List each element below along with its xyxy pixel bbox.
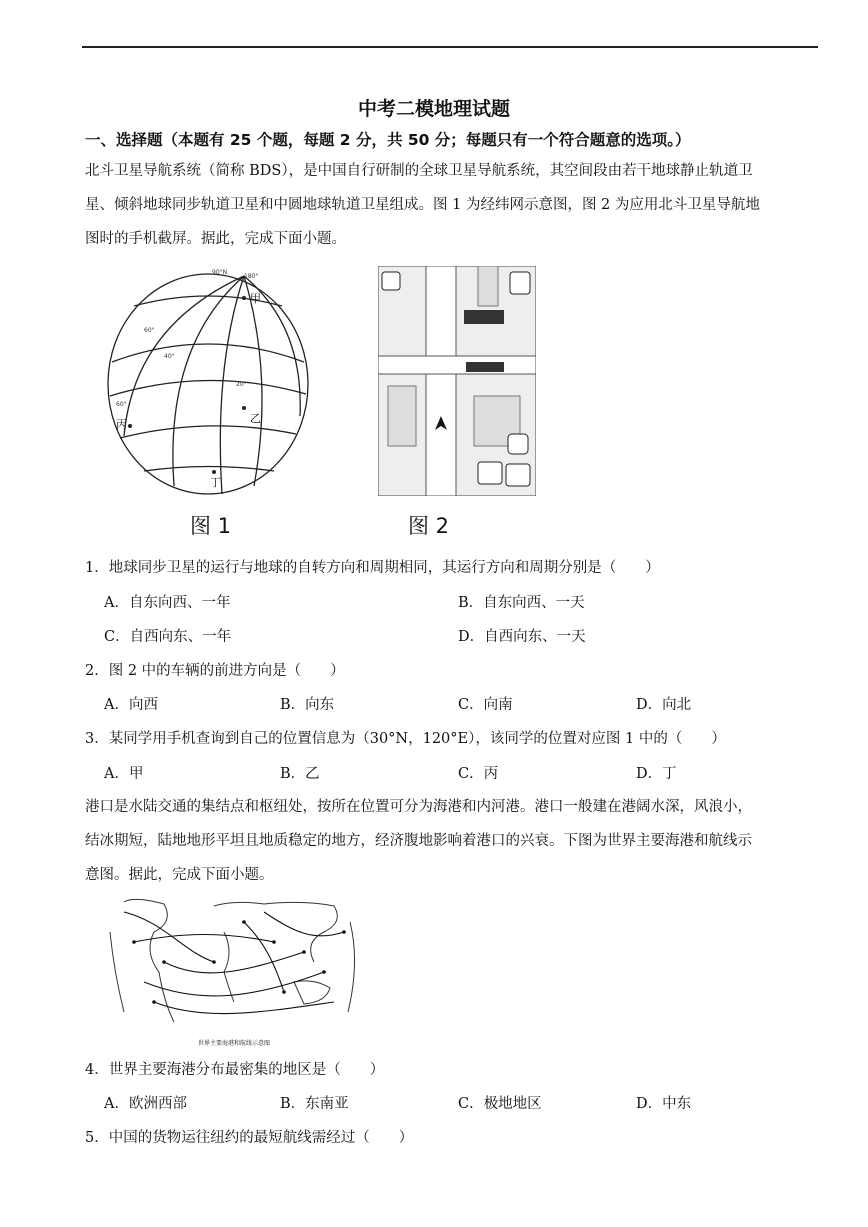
question-4-option-a[interactable]: A．欧洲西部 (104, 1096, 187, 1112)
question-1-stem: 1．地球同步卫星的运行与地球的自转方向和周期相同，其运行方向和周期分别是（ ） (85, 560, 660, 576)
header-rule (82, 46, 818, 48)
question-4-option-c[interactable]: C．极地地区 (458, 1096, 542, 1112)
passage-2-line: 意图。据此，完成下面小题。 (85, 867, 274, 883)
point-bing: 丙 (116, 418, 127, 431)
svg-text:90°N: 90°N (212, 269, 228, 276)
question-3-option-c[interactable]: C．丙 (458, 766, 499, 782)
figure-2-map-screenshot (378, 266, 536, 496)
question-4-option-b[interactable]: B．东南亚 (280, 1096, 349, 1112)
question-4-stem: 4．世界主要海港分布最密集的地区是（ ） (85, 1062, 385, 1078)
section-heading: 一、选择题（本题有 25 个题，每题 2 分，共 50 分；每题只有一个符合题意的选项。） (85, 131, 691, 149)
question-2-option-a[interactable]: A．向西 (104, 697, 158, 713)
world-ports-map (104, 892, 360, 1048)
passage-2 (85, 790, 820, 892)
question-2-option-d[interactable]: D．向北 (636, 697, 692, 713)
passage-1-line: 星、倾斜地球同步轨道卫星和中圆地球轨道卫星组成。图 1 为经纬网示意图，图 2 为应用北斗卫星导航地 (85, 197, 760, 213)
question-1-option-b[interactable]: B．自东向西、一天 (458, 595, 585, 611)
point-ding: 丁 (210, 476, 221, 489)
question-2-option-c[interactable]: C．向南 (458, 697, 513, 713)
question-2-option-b[interactable]: B．向东 (280, 697, 335, 713)
question-3-option-d[interactable]: D．丁 (636, 766, 677, 782)
svg-text:40°: 40° (164, 353, 175, 360)
question-3-option-a[interactable]: A．甲 (104, 766, 144, 782)
question-3-stem: 3．某同学用手机查询到自己的位置信息为（30°N，120°E），该同学的位置对应图 1 中的（ ） (85, 731, 726, 747)
question-2-stem: 2．图 2 中的车辆的前进方向是（ ） (85, 663, 345, 679)
figure-1-globe (104, 266, 312, 498)
question-3-option-b[interactable]: B．乙 (280, 766, 320, 782)
figure-2-label: 图 2 (408, 514, 450, 538)
svg-text:60°: 60° (144, 327, 155, 334)
passage-2-line: 结冰期短，陆地地形平坦且地质稳定的地方，经济腹地影响着港口的兴衰。下图为世界主要海港和航线示 (85, 833, 752, 849)
point-jia: 甲 (250, 292, 261, 305)
question-1-option-c[interactable]: C．自西向东、一年 (104, 629, 232, 645)
location-icon (382, 272, 400, 290)
world-ports-map-illustration (104, 892, 360, 1038)
point-yi: 乙 (250, 412, 261, 425)
compass-icon (508, 434, 528, 454)
passage-2-line: 港口是水陆交通的集结点和枢纽处，按所在位置可分为海港和内河港。港口一般建在港阔水深，风浪小， (85, 799, 752, 815)
page-title: 中考二模地理试题 (357, 98, 510, 120)
layers-icon (510, 272, 530, 294)
zoom-icon (478, 462, 502, 484)
svg-text:180°: 180° (244, 273, 259, 280)
passage-1 (85, 154, 820, 256)
passage-1-line: 图时的手机截屏。据此，完成下面小题。 (85, 231, 346, 247)
question-1-option-a[interactable]: A．自东向西、一年 (104, 595, 231, 611)
globe-illustration (104, 266, 312, 498)
figure-1-label: 图 1 (190, 514, 232, 538)
question-5-stem: 5．中国的货物运往纽约的最短航线需经过（ ） (85, 1130, 414, 1146)
passage-1-line: 北斗卫星导航系统（简称 BDS），是中国自行研制的全球卫星导航系统，其空间段由若干地球静止轨道卫 (85, 163, 753, 179)
svg-text:20°: 20° (236, 381, 247, 388)
map-caption: 世界主要海港和航线示意图 (197, 1040, 270, 1047)
navigation-map-illustration (378, 266, 536, 496)
route-icon (506, 464, 530, 486)
svg-text:60°: 60° (116, 401, 127, 408)
question-1-option-d[interactable]: D．自西向东、一天 (458, 629, 586, 645)
question-4-option-d[interactable]: D．中东 (636, 1096, 692, 1112)
